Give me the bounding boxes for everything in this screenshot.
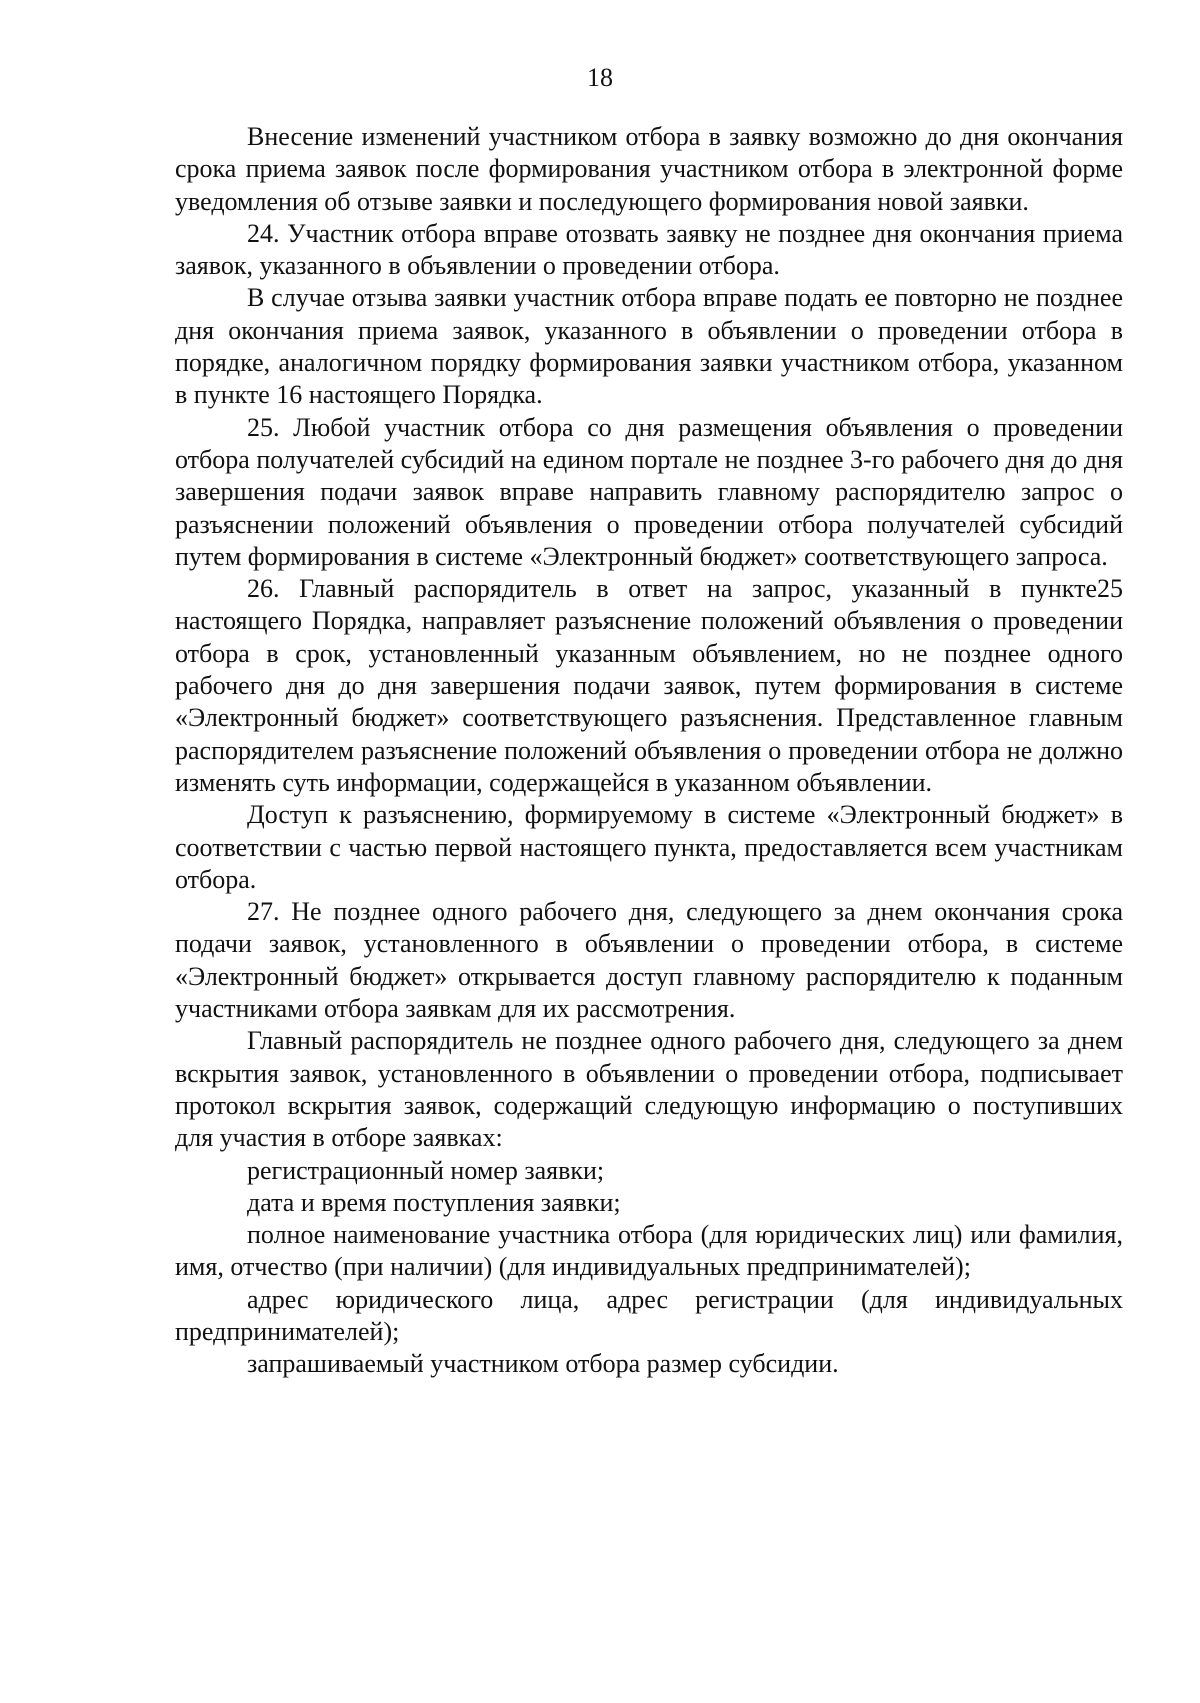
paragraph-protocol: Главный распорядитель не позднее одного рабочего дня, следующего за днем вскрытия заявок, установленного в объявлении о проведении отбора, подписывает протокол вскрытия заявок, содержащий следующую информацию о поступивших для участия в отборе заявках: [175, 1026, 1123, 1153]
paragraph-amendment: Внесение изменений участником отбора в заявку возможно до дня окончания срока приема заявок после формирования участником отбора в электронной форме уведомления об отзыве заявки и последующего формирования новой заявки. [175, 122, 1123, 216]
paragraph-withdrawal-resubmit: В случае отзыва заявки участник отбора вправе подать ее повторно не позднее дня окончания приема заявок, указанного в объявлении о проведении отбора в порядке, аналогичном порядку формирования заявки участником отбора, указанном в пункте 16 настоящего Порядка. [175, 283, 1123, 410]
page-number: 18 [587, 63, 613, 92]
paragraph-access-clarification: Доступ к разъяснению, формируемому в системе «Электронный бюджет» в соответствии с частью первой настоящего пункта, предоставляется всем участникам отбора. [175, 800, 1123, 894]
list-item-full-name: полное наименование участника отбора (для юридических лиц) или фамилия, имя, отчество (при наличии) (для индивидуальных предпринимателей); [175, 1220, 1123, 1282]
list-item-registration-number: регистрационный номер заявки; [247, 1155, 605, 1185]
paragraph-27: 27. Не позднее одного рабочего дня, следующего за днем окончания срока подачи заявок, установленного в объявлении о проведении отбора, в системе «Электронный бюджет» открывается доступ главному распорядителю к поданным участниками отбора заявкам для их рассмотрения. [175, 897, 1123, 1024]
document-body [175, 121, 1123, 1381]
list-item-subsidy-amount: запрашиваемый участником отбора размер субсидии. [247, 1349, 839, 1379]
list-item-address: адрес юридического лица, адрес регистрации (для индивидуальных предпринимателей); [175, 1284, 1123, 1346]
paragraph-24: 24. Участник отбора вправе отозвать заявку не позднее дня окончания приема заявок, указанного в объявлении о проведении отбора. [175, 218, 1123, 281]
paragraph-25: 25. Любой участник отбора со дня размещения объявления о проведении отбора получателей субсидий на едином портале не позднее 3-го рабочего дня до дня завершения подачи заявок вправе направить главному распорядителю запрос о разъяснении положений объявления о проведении отбора получателей субсидий путем формирования в системе «Электронный бюджет» соответствующего запроса. [175, 412, 1123, 571]
paragraph-26: 26. Главный распорядитель в ответ на запрос, указанный в пункте25 настоящего Порядка, направляет разъяснение положений объявления о проведении отбора в срок, установленный указанным объявлением, но не позднее одного рабочего дня до дня завершения подачи заявок, путем формирования в системе «Электронный бюджет» соответствующего разъяснения. Представленное главным распорядителем разъяснение положений объявления о проведении отбора не должно изменять суть информации, содержащейся в указанном объявлении. [175, 574, 1123, 797]
list-item-date-time: дата и время поступления заявки; [247, 1187, 621, 1217]
